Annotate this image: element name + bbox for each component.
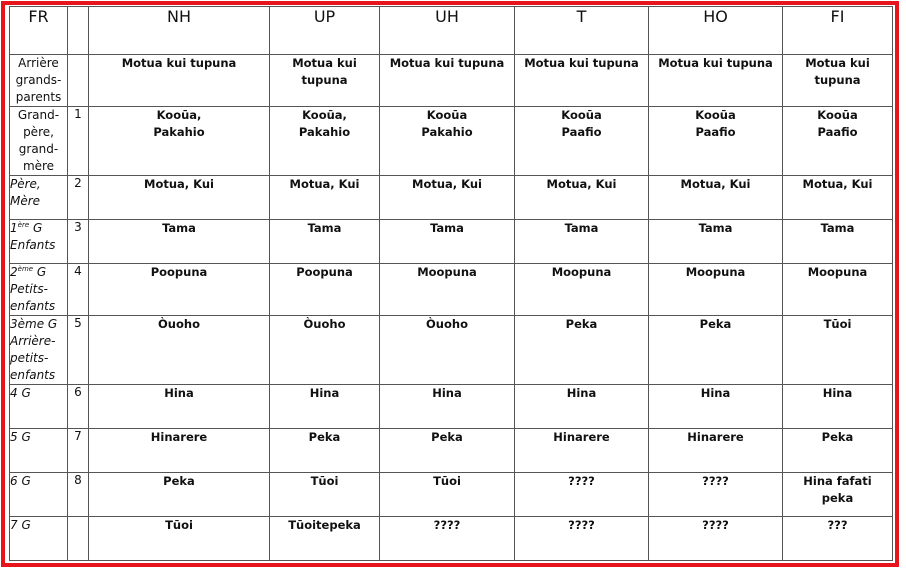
table-row (10, 316, 893, 385)
header-nh: NH (89, 7, 270, 55)
cell-ho: Tama (649, 220, 783, 264)
cell-uh: Tama (380, 220, 515, 264)
cell-up: Tūoitepeka (270, 517, 380, 561)
cell-fr: Père, Mère (10, 176, 68, 220)
cell-t: Moopuna (515, 264, 649, 316)
cell-fi: Peka (783, 429, 893, 473)
cell-number: 2 (68, 176, 89, 220)
cell-fr: Grand- père, grand- mère (10, 107, 68, 176)
cell-number: 3 (68, 220, 89, 264)
header-uh: UH (380, 7, 515, 55)
cell-number (68, 517, 89, 561)
cell-number (68, 55, 89, 107)
table-row (10, 264, 893, 316)
cell-ho: ???? (649, 473, 783, 517)
cell-ho: Hinarere (649, 429, 783, 473)
cell-ho: Moopuna (649, 264, 783, 316)
cell-fi: Motua kui tupuna (783, 55, 893, 107)
cell-number: 4 (68, 264, 89, 316)
cell-nh: Hina (89, 385, 270, 429)
cell-ho: Hina (649, 385, 783, 429)
cell-uh: ???? (380, 517, 515, 561)
cell-t: Motua kui tupuna (515, 55, 649, 107)
table-row (10, 429, 893, 473)
cell-uh: Peka (380, 429, 515, 473)
cell-uh: Hina (380, 385, 515, 429)
cell-number: 6 (68, 385, 89, 429)
genealogy-table (9, 6, 893, 561)
cell-uh: Motua, Kui (380, 176, 515, 220)
header-fr: FR (10, 7, 68, 55)
cell-ho: ???? (649, 517, 783, 561)
cell-up: Motua kui tupuna (270, 55, 380, 107)
cell-nh: Tūoi (89, 517, 270, 561)
cell-ho: Motua kui tupuna (649, 55, 783, 107)
cell-uh: Òuoho (380, 316, 515, 385)
cell-t: Hina (515, 385, 649, 429)
cell-fi: Tūoi (783, 316, 893, 385)
cell-t: Hinarere (515, 429, 649, 473)
cell-ho: Kooūa Paafio (649, 107, 783, 176)
cell-fr: 5 G (10, 429, 68, 473)
cell-fi: Motua, Kui (783, 176, 893, 220)
cell-nh: Òuoho (89, 316, 270, 385)
cell-t: Tama (515, 220, 649, 264)
header-num (68, 7, 89, 55)
cell-fr: 7 G (10, 517, 68, 561)
cell-up: Hina (270, 385, 380, 429)
cell-t: Kooūa Paafio (515, 107, 649, 176)
table-row (10, 385, 893, 429)
cell-uh: Motua kui tupuna (380, 55, 515, 107)
cell-nh: Hinarere (89, 429, 270, 473)
cell-up: Poopuna (270, 264, 380, 316)
header-row (10, 7, 893, 55)
cell-up: Peka (270, 429, 380, 473)
cell-number: 1 (68, 107, 89, 176)
table-row (10, 517, 893, 561)
cell-fi: Tama (783, 220, 893, 264)
cell-nh: Kooūa, Pakahio (89, 107, 270, 176)
cell-fi: Moopuna (783, 264, 893, 316)
cell-fr: 3ème G Arrière- petits- enfants (10, 316, 68, 385)
header-up: UP (270, 7, 380, 55)
cell-nh: Motua kui tupuna (89, 55, 270, 107)
cell-uh: Kooūa Pakahio (380, 107, 515, 176)
cell-up: Tūoi (270, 473, 380, 517)
cell-t: ???? (515, 473, 649, 517)
cell-uh: Tūoi (380, 473, 515, 517)
cell-up: Motua, Kui (270, 176, 380, 220)
cell-number: 5 (68, 316, 89, 385)
cell-up: Òuoho (270, 316, 380, 385)
cell-fr: 4 G (10, 385, 68, 429)
cell-t: Motua, Kui (515, 176, 649, 220)
cell-nh: Peka (89, 473, 270, 517)
cell-fi: ??? (783, 517, 893, 561)
cell-up: Tama (270, 220, 380, 264)
cell-fi: Kooūa Paafio (783, 107, 893, 176)
cell-ho: Peka (649, 316, 783, 385)
table-row (10, 473, 893, 517)
cell-nh: Poopuna (89, 264, 270, 316)
cell-up: Kooūa, Pakahio (270, 107, 380, 176)
table-row (10, 55, 893, 107)
cell-number: 7 (68, 429, 89, 473)
cell-uh: Moopuna (380, 264, 515, 316)
table-row (10, 107, 893, 176)
header-t: T (515, 7, 649, 55)
cell-fr: 6 G (10, 473, 68, 517)
cell-t: Peka (515, 316, 649, 385)
cell-fr: Arrière grands- parents (10, 55, 68, 107)
table-row (10, 220, 893, 264)
cell-number: 8 (68, 473, 89, 517)
cell-fr: 1ère G Enfants (10, 220, 68, 264)
cell-fi: Hina fafati peka (783, 473, 893, 517)
cell-nh: Motua, Kui (89, 176, 270, 220)
cell-nh: Tama (89, 220, 270, 264)
cell-ho: Motua, Kui (649, 176, 783, 220)
cell-fr: 2ème G Petits- enfants (10, 264, 68, 316)
header-fi: FI (783, 7, 893, 55)
cell-t: ???? (515, 517, 649, 561)
header-ho: HO (649, 7, 783, 55)
cell-fi: Hina (783, 385, 893, 429)
table-row (10, 176, 893, 220)
